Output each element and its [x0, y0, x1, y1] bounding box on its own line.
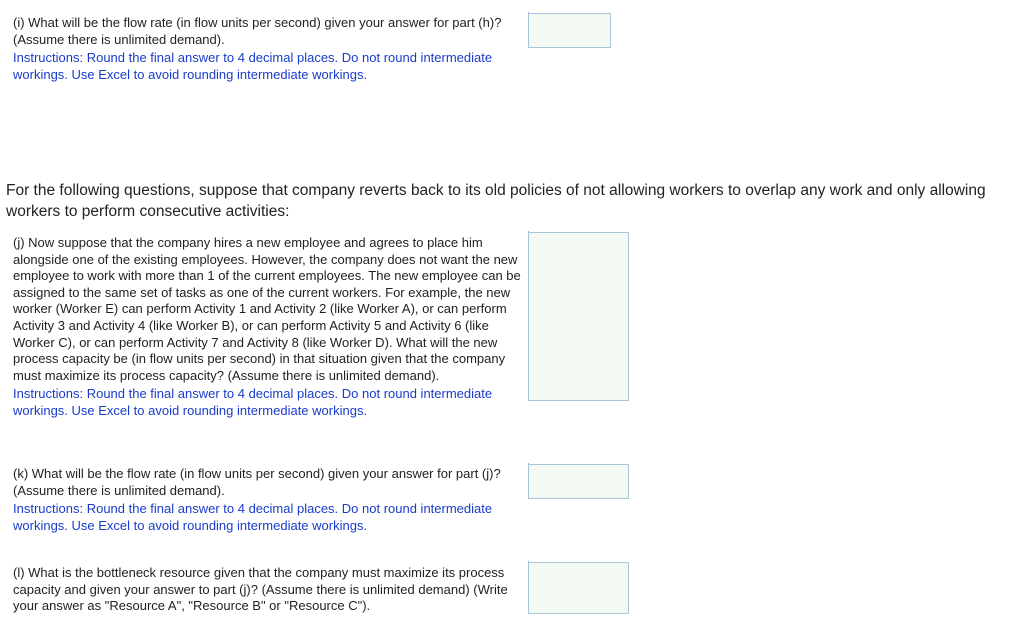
question-l	[13, 565, 513, 615]
question-i	[13, 15, 525, 83]
question-k-answer-input[interactable]	[528, 464, 629, 499]
question-i-text: (i) What will be the flow rate (in flow units per second) given your answer for part (h)? (Assume there is unlimited demand).	[13, 15, 502, 47]
section-heading: For the following questions, suppose that company reverts back to its old policies of not allowing workers to overlap any work and only allowing workers to perform consecutive activities:	[6, 182, 986, 220]
question-i-answer-input[interactable]	[528, 13, 611, 48]
question-j-text: (j) Now suppose that the company hires a new employee and agrees to place him alongside one of the existing employees. However, the company does not want the new employee to work with more than 1 of the current employees. The new employee can be assigned to the same set of tasks as one of the current workers. For example, the new worker (Worker E) can perform Activity 1 and Activity 2 (like Worker A), or can perform Activity 3 and Activity 4 (like Worker B), or can perform Activity 5 and Activity 6 (like Worker C), or can perform Activity 7 and Activity 8 (like Worker D). What will the new process capacity be (in flow units per second) in that situation given that the company must maximize its process capacity? (Assume there is unlimited demand).	[13, 235, 521, 383]
question-k-text: (k) What will be the flow rate (in flow units per second) given your answer for part (j)? (Assume there is unlimited demand).	[13, 466, 501, 498]
question-j-answer-input[interactable]	[528, 232, 629, 401]
question-i-instructions: Instructions: Round the final answer to 4 decimal places. Do not round intermediate workings. Use Excel to avoid rounding intermediate workings.	[13, 50, 493, 82]
question-k-instructions: Instructions: Round the final answer to 4 decimal places. Do not round intermediate workings. Use Excel to avoid rounding intermediate workings.	[13, 501, 493, 533]
question-l-answer-input[interactable]	[528, 562, 629, 614]
question-j-instructions: Instructions: Round the final answer to 4 decimal places. Do not round intermediate workings. Use Excel to avoid rounding intermediate workings.	[13, 386, 493, 418]
question-l-text: (l) What is the bottleneck resource given that the company must maximize its process capacity and given your answer to part (j)? (Assume there is unlimited demand) (Write your answer as "Resource A", "Resource B" or "Resource C").	[13, 565, 508, 614]
question-j	[13, 235, 525, 420]
question-k	[13, 466, 509, 534]
